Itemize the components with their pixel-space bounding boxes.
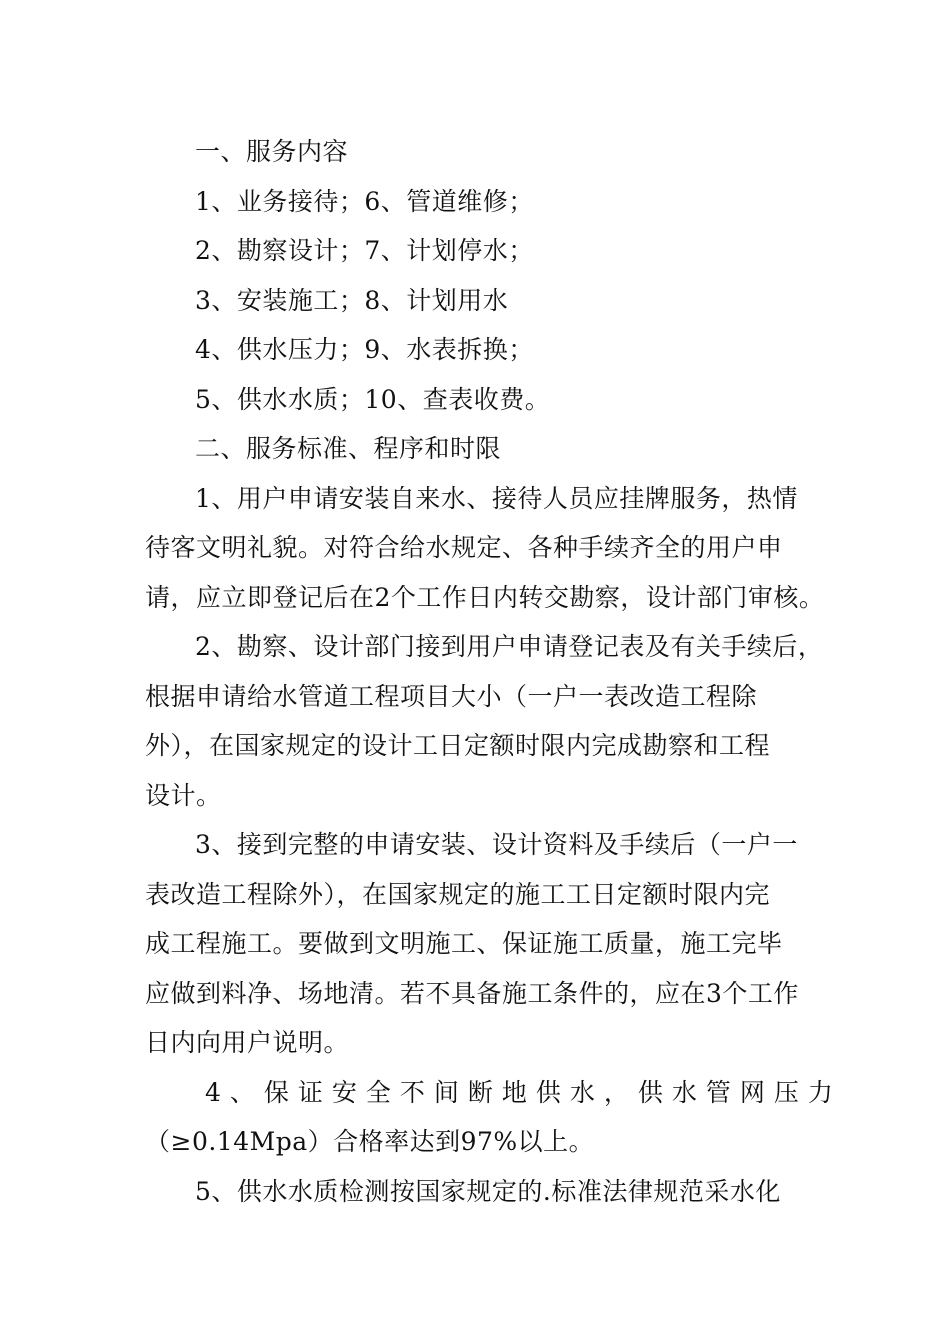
service-item: 1、业务接待；6、管道维修； bbox=[195, 186, 534, 216]
document-body bbox=[145, 127, 842, 1216]
service-item: 4、供水压力；9、水表拆换； bbox=[195, 335, 534, 364]
paragraph-line: 应做到料净、场地清。若不具备施工条件的，应在3个工作 bbox=[145, 978, 799, 1008]
paragraph-line: 5、供水水质检测按国家规定的.标准法律规范采水化 bbox=[195, 1176, 781, 1206]
paragraph-supply-pressure bbox=[145, 1068, 842, 1167]
paragraph-line: 表改造工程除外），在国家规定的施工工日定额时限内完 bbox=[145, 879, 771, 909]
paragraph-line: 成工程施工。要做到文明施工、保证施工质量，施工完毕 bbox=[145, 929, 783, 958]
paragraph-line: 设计。 bbox=[145, 780, 222, 810]
service-item: 3、安装施工；8、计划用水 bbox=[195, 285, 509, 315]
paragraph-line: 待客文明礼貌。对符合给水规定、各种手续齐全的用户申 bbox=[145, 533, 783, 562]
paragraph-water-quality bbox=[145, 1167, 805, 1217]
section-heading-service-standards: 二、服务标准、程序和时限 bbox=[195, 434, 502, 463]
paragraph-application bbox=[145, 474, 825, 623]
paragraph-line: 1、用户申请安装自来水、接待人员应挂牌服务，热情 bbox=[195, 483, 798, 513]
service-item: 2、勘察设计；7、计划停水； bbox=[195, 236, 534, 265]
paragraph-survey-design bbox=[145, 622, 824, 820]
paragraph-line: （≥0.14Mpa）合格率达到97%以上。 bbox=[145, 1127, 595, 1156]
paragraph-line: 3、接到完整的申请安装、设计资料及手续后（一户一 bbox=[195, 830, 798, 859]
service-item-list bbox=[145, 177, 805, 425]
paragraph-line: 2、勘察、设计部门接到用户申请登记表及有关手续后， bbox=[195, 632, 824, 661]
paragraph-line: 日内向用户说明。 bbox=[145, 1028, 350, 1057]
paragraph-line: 根据申请给水管道工程项目大小（一户一表改造工程除 bbox=[145, 681, 758, 711]
service-item: 5、供水水质；10、查表收费。 bbox=[195, 384, 551, 414]
paragraph-line: 请，应立即登记后在2个工作日内转交勘察，设计部门审核。 bbox=[145, 582, 825, 612]
paragraph-line: 4、保证安全不间断地供水，供水管网压力 bbox=[205, 1077, 842, 1107]
paragraph-line: 外），在国家规定的设计工日定额时限内完成勘察和工程 bbox=[145, 731, 771, 760]
section-heading-service-content: 一、服务内容 bbox=[195, 137, 349, 166]
paragraph-construction bbox=[145, 820, 805, 1068]
